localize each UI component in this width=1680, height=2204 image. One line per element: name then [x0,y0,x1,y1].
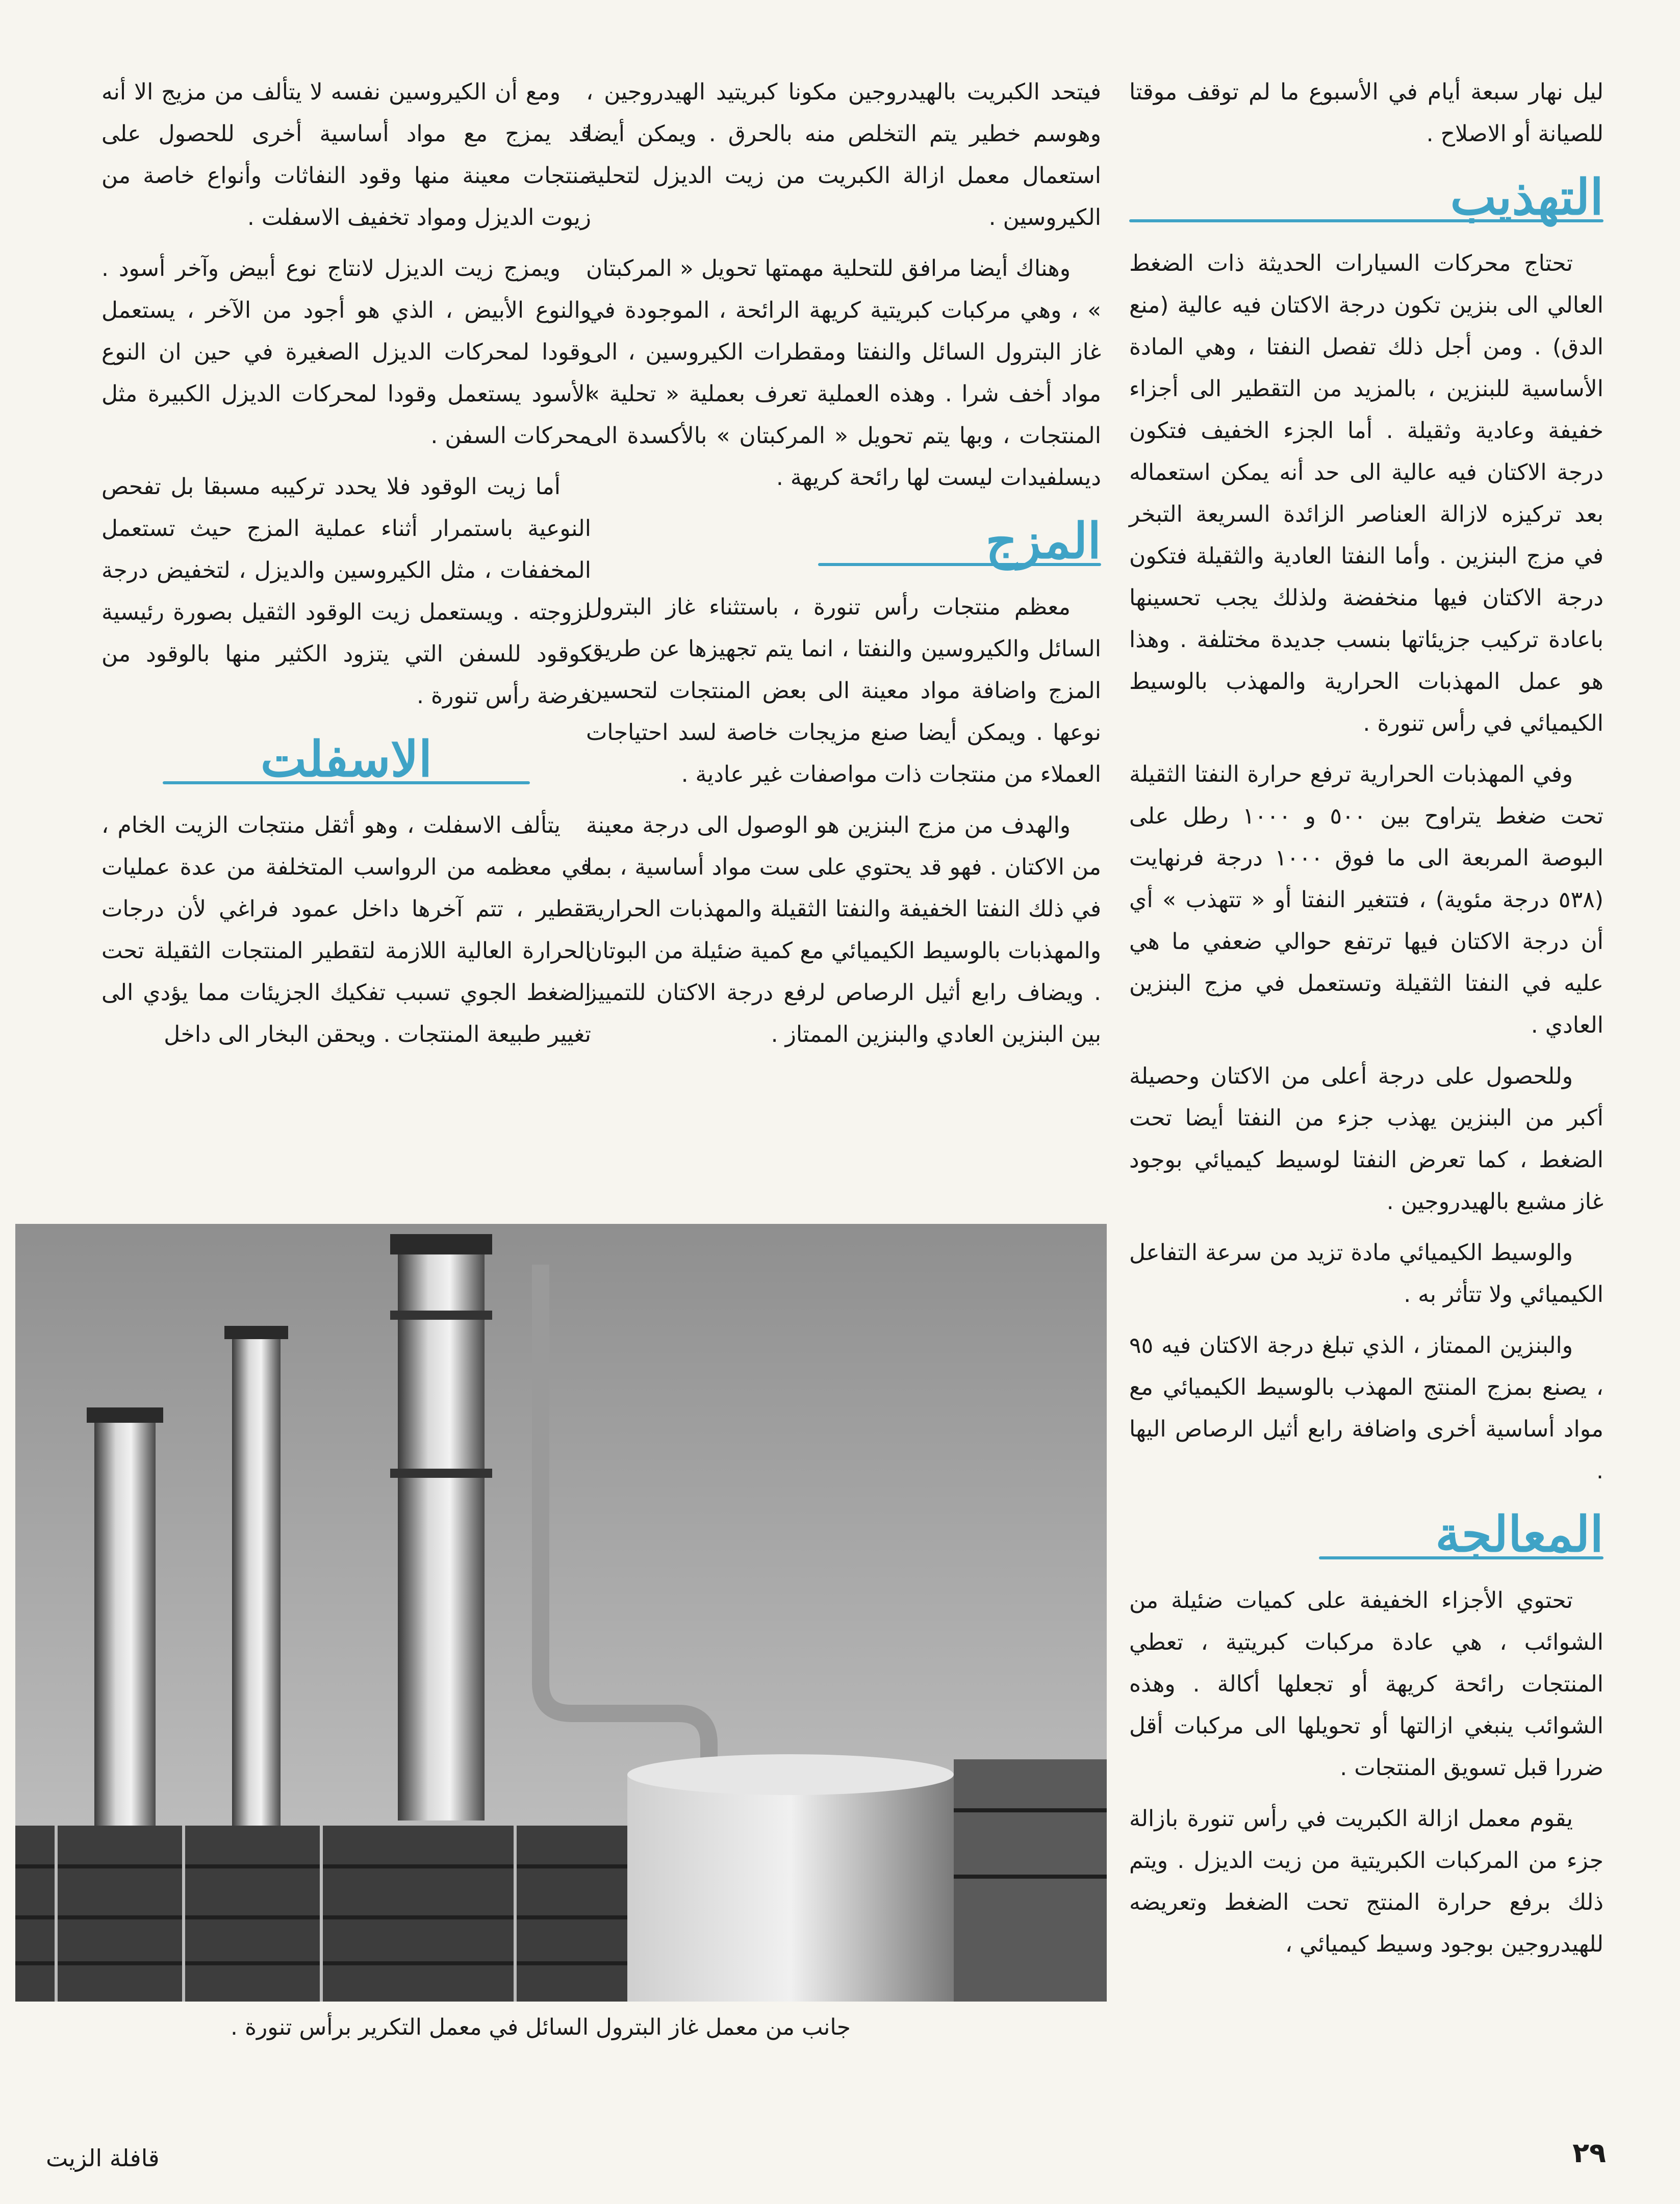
paragraph: والهدف من مزج البنزين هو الوصول الى درجة معينة من الاكتان . فهو قد يحتوي على ست مواد أساسية ، بما في ذلك النفتا الخفيفة والنفتا الثقيلة والمهذبات الحرارية والمهذبات بالوسيط الكيميائي مع كمية ضئيلة من البوتان . ويضاف رابع أثيل الرصاص لرفع درجة الاكتان للتمييز بين البنزين العادي والبنزين الممتاز . [586,812,1101,1047]
section-heading-refining [1129,164,1603,226]
paragraph: معظم منتجات رأس تنورة ، باستثناء غاز البترول السائل والكيروسين والنفتا ، انما يتم تجهيزها عن طريق المزج واضافة مواد معينة الى بعض المنتجات لتحسين نوعها . ويمكن أيضا صنع مزيجات خاصة لسد احتياجات العملاء من منتجات ذات مواصفات غير عادية . [586,594,1101,787]
paragraph: ومع أن الكيروسين نفسه لا يتألف من مزيج الا أنه قد يمزج مع مواد أساسية أخرى للحصول على منتجات معينة منها وقود النفاثات وأنواع خاصة من زيوت الديزل ومواد تخفيف الاسفلت . [101,79,591,230]
text-column-right [1129,71,1603,1975]
paragraph: وهناك أيضا مرافق للتحلية مهمتها تحويل « المركبتان » ، وهي مركبات كبريتية كريهة الرائحة ، الموجودة في غاز البترول السائل والنفتا ومقطرات الكيروسين ، الى مواد أخف شرا . وهذه العملية تعرف بعملية « تحلية » المنتجات ، وبها يتم تحويل « المركبتان » بالأكسدة الى ديسلفيدات ليست لها رائحة كريهة . [586,255,1101,491]
paragraph: ويمزج زيت الديزل لانتاج نوع أبيض وآخر أسود . والنوع الأبيض ، الذي هو أجود من الآخر ، يستعمل وقودا لمحركات الديزل الصغيرة في حين ان النوع الأسود يستعمل وقودا لمحركات الديزل الكبيرة مثل محركات السفن . [101,255,591,449]
heading-text: المزج [985,512,1101,570]
section-heading-treatment [1129,1501,1603,1563]
photo-caption: جانب من معمل غاز البترول السائل في معمل التكرير برأس تنورة . [231,2014,851,2040]
heading-text: الاسفلت [260,730,432,788]
paragraph: يقوم معمل ازالة الكبريت في رأس تنورة بازالة جزء من المركبات الكبريتية من زيت الديزل . ويتم ذلك برفع حرارة المنتج تحت الضغط وتعريضه للهيدروجين بوجود وسيط كيميائي ، [1129,1806,1603,1957]
refinery-photo [15,1224,1107,2002]
text-column-middle [586,71,1101,1065]
magazine-name: قافلة الزيت [46,2144,160,2172]
paragraph: ليل نهار سبعة أيام في الأسبوع ما لم توقف موقتا للصيانة أو الاصلاح . [1129,79,1603,147]
paragraph: والوسيط الكيميائي مادة تزيد من سرعة التفاعل الكيميائي ولا تتأثر به . [1129,1240,1603,1308]
paragraph: يتألف الاسفلت ، وهو أثقل منتجات الزيت الخام ، في معظمه من الرواسب المتخلفة من عدة عمليات تقطير ، تتم آخرها داخل عمود فراغي لأن درجات الحرارة العالية اللازمة لتقطير المنتجات الثقيلة تحت الضغط الجوي تسبب تفكيك الجزيئات مما يؤدي الى تغيير طبيعة المنتجات . ويحقن البخار الى داخل [101,812,591,1047]
paragraph: والبنزين الممتاز ، الذي تبلغ درجة الاكتان فيه ٩٥ ، يصنع بمزج المنتج المهذب بالوسيط الكيميائي مع مواد أساسية أخرى واضافة رابع أثيل الرصاص اليها . [1129,1332,1603,1484]
paragraph: تحتاج محركات السيارات الحديثة ذات الضغط العالي الى بنزين تكون درجة الاكتان فيه عالية (منع الدق) . ومن أجل ذلك تفصل النفتا ، وهي المادة الأساسية للبنزين ، بالمزيد من التقطير الى أجزاء خفيفة وعادية وثقيلة . أما الجزء الخفيف فتكون درجة الاكتان فيه عالية الى حد أنه يمكن استعماله بعد تركيزه لازالة العناصر الزائدة السريعة التبخر في مزج البنزين . وأما النفتا العادية والثقيلة فتكون درجة الاكتان فيها منخفضة ولذلك يجب تحسينها باعادة تركيب جزيئاتها بنسب جديدة مختلفة . وهذا هو عمل المهذبات الحرارية والمهذب بالوسيط الكيميائي في رأس تنورة . [1129,250,1603,736]
paragraph: وفي المهذبات الحرارية ترفع حرارة النفتا الثقيلة تحت ضغط يتراوح بين ٥٠٠ و ١٠٠٠ رطل على البوصة المربعة الى ما فوق ١٠٠٠ درجة فرنهايت (٥٣٨ درجة مئوية) ، فتتغير النفتا أو « تتهذب » أي أن درجة الاكتان فيها ترتفع حوالي ضعفي ما هي عليه في النفتا الثقيلة وتستعمل في مزج البنزين العادي . [1129,761,1603,1038]
paragraph: فيتحد الكبريت بالهيدروجين مكونا كبريتيد الهيدروجين ، وهوسم خطير يتم التخلص منه بالحرق . ويمكن أيضا استعمال معمل ازالة الكبريت من زيت الديزل لتحلية الكيروسين . [586,79,1101,230]
heading-text: المعالجة [1435,1505,1603,1563]
section-heading-blending [586,508,1101,570]
refinery-photo-illustration [15,1224,1107,2002]
page-number: ٢٩ [1572,2137,1606,2169]
section-heading-asphalt [101,726,591,788]
text-column-left [101,71,591,1065]
paragraph: وللحصول على درجة أعلى من الاكتان وحصيلة أكبر من البنزين يهذب جزء من النفتا أيضا تحت الضغط ، كما تعرض النفتا لوسيط كيميائي بوجود غاز مشبع بالهيدروجين . [1129,1063,1603,1215]
heading-text: التهذيب [1450,168,1603,226]
paragraph: أما زيت الوقود فلا يحدد تركيبه مسبقا بل تفحص النوعية باستمرار أثناء عملية المزج حيث تستعمل المخففات ، مثل الكيروسين والديزل ، لتخفيض درجة لزوجته . ويستعمل زيت الوقود الثقيل بصورة رئيسية كوقود للسفن التي يتزود الكثير منها بالوقود من فرضة رأس تنورة . [101,474,591,709]
paragraph: تحتوي الأجزاء الخفيفة على كميات ضئيلة من الشوائب ، هي عادة مركبات كبريتية ، تعطي المنتجات رائحة كريهة أو تجعلها أكالة . وهذه الشوائب ينبغي ازالتها أو تحويلها الى مركبات أقل ضررا قبل تسويق المنتجات . [1129,1587,1603,1781]
